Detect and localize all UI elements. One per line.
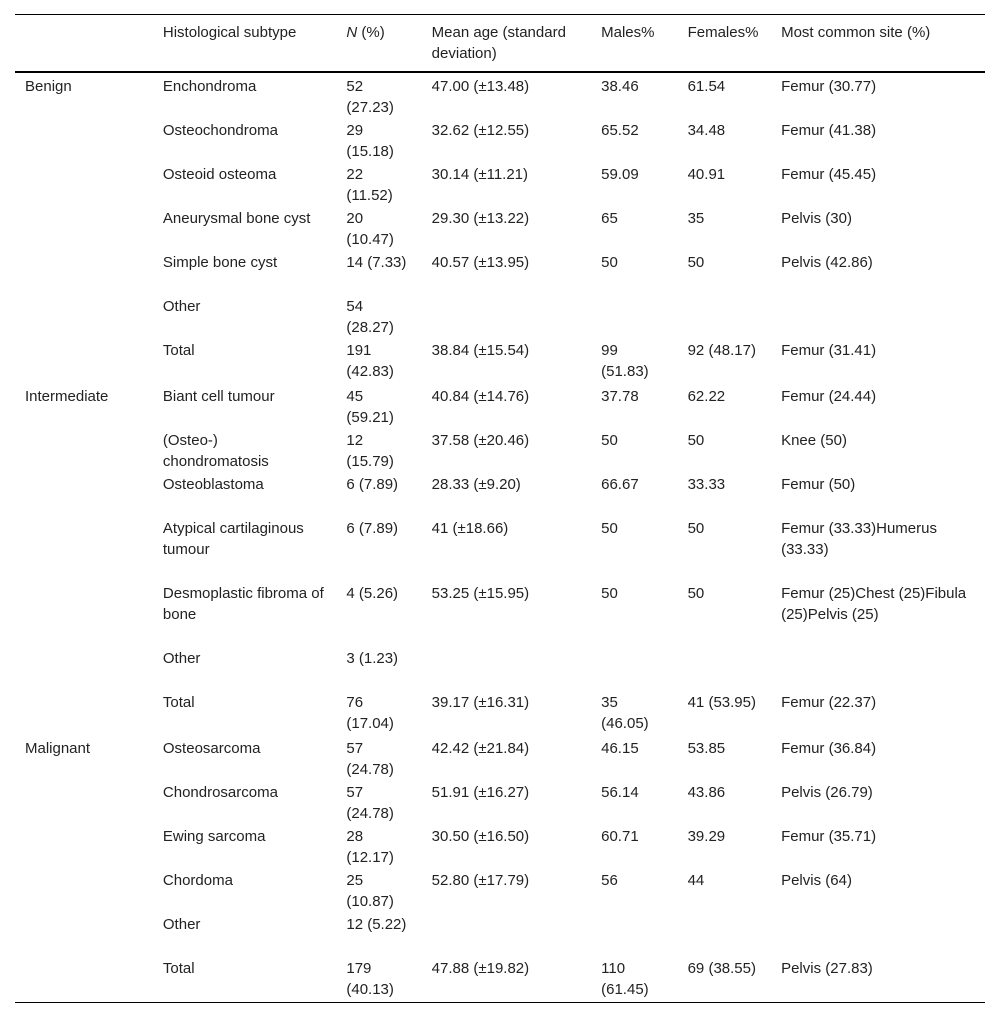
- cell-site: Femur (22.37): [781, 694, 877, 711]
- cell-mean-age: 47.88 (±19.82): [422, 956, 591, 1003]
- cell-n: 54 (28.27): [346, 298, 394, 336]
- table-row: [15, 646, 985, 690]
- cell-n: 12 (15.79): [346, 432, 394, 470]
- cell-mean-age: 42.42 (±21.84): [431, 740, 530, 757]
- cell-females: 61.54: [687, 78, 726, 95]
- cell-subtype: Chordoma: [162, 872, 233, 889]
- cell-site: Femur (50): [781, 476, 856, 493]
- cell-site: Knee (50): [781, 432, 847, 449]
- cell-group: [15, 780, 153, 824]
- cell-group: [15, 162, 153, 206]
- header-group: [15, 15, 153, 73]
- cell-group: Benign: [25, 78, 72, 95]
- cell-mean-age: 40.57 (±13.95): [431, 254, 530, 271]
- cell-site: Femur (33.33)Humerus (33.33): [781, 520, 937, 558]
- cell-females: 53.85: [687, 740, 726, 757]
- cell-subtype: Desmoplastic fibroma of bone: [162, 585, 324, 623]
- cell-mean-age: 38.84 (±15.54): [431, 342, 530, 359]
- cell-subtype: Osteoblastoma: [162, 476, 264, 493]
- header-n: [336, 15, 421, 73]
- cell-n: 57 (24.78): [346, 784, 394, 822]
- cell-group: [15, 294, 153, 338]
- cell-subtype: Enchondroma: [162, 78, 257, 95]
- cell-mean-age: 52.80 (±17.79): [431, 872, 530, 889]
- cell-males: 50: [601, 520, 618, 537]
- cell-females: 50: [687, 432, 705, 449]
- cell-n: 179 (40.13): [336, 956, 421, 1003]
- table-row: [15, 428, 985, 472]
- cell-males: 50: [601, 432, 618, 449]
- cell-females: 43.86: [687, 784, 726, 801]
- cell-group: [15, 338, 153, 384]
- cell-site: [771, 294, 985, 338]
- cell-site: Femur (36.84): [781, 740, 877, 757]
- cell-site: Pelvis (27.83): [771, 956, 985, 1003]
- cell-mean-age: 40.84 (±14.76): [431, 388, 530, 405]
- table-header: [15, 15, 985, 73]
- cell-site: Femur (41.38): [781, 122, 877, 139]
- cell-n: 25 (10.87): [346, 872, 394, 910]
- cell-mean-age: 47.00 (±13.48): [431, 78, 530, 95]
- cell-males: [591, 646, 677, 690]
- cell-group: [15, 646, 153, 690]
- cell-males: 99 (51.83): [601, 342, 649, 380]
- table-row: [15, 250, 985, 294]
- cell-group: Intermediate: [25, 388, 109, 405]
- cell-subtype: Atypical cartilaginous tumour: [162, 520, 304, 558]
- cell-mean-age: [422, 646, 591, 690]
- cell-males: 56: [601, 872, 618, 889]
- table-row-total: [15, 956, 985, 1003]
- cell-n: 6 (7.89): [346, 476, 399, 493]
- cell-n: 3 (1.23): [346, 650, 399, 667]
- table-row: [15, 824, 985, 868]
- cell-females: 50: [687, 520, 705, 537]
- cell-site: Femur (25)Chest (25)Fibula (25)Pelvis (25): [781, 585, 967, 623]
- cell-n: 6 (7.89): [346, 520, 399, 537]
- cell-group: Malignant: [25, 740, 91, 757]
- table-row: [15, 206, 985, 250]
- cell-mean-age: 51.91 (±16.27): [431, 784, 530, 801]
- cell-mean-age: 32.62 (±12.55): [431, 122, 530, 139]
- cell-n: 22 (11.52): [346, 166, 393, 204]
- table-row: [15, 384, 985, 428]
- cell-group: [15, 912, 153, 956]
- cell-males: 65: [601, 210, 618, 227]
- cell-females: 69 (38.55): [678, 956, 771, 1003]
- cell-females: 40.91: [687, 166, 726, 183]
- table-row: [15, 294, 985, 338]
- cell-n: 29 (15.18): [346, 122, 394, 160]
- cell-group: [15, 824, 153, 868]
- cell-n: 12 (5.22): [346, 916, 407, 933]
- cell-females: 33.33: [687, 476, 726, 493]
- cell-males: 50: [601, 585, 618, 602]
- cell-group: [15, 206, 153, 250]
- cell-site: Pelvis (42.86): [781, 254, 873, 271]
- header-mean-age: Mean age (standard deviation): [431, 24, 566, 62]
- data-table: [15, 14, 985, 1003]
- cell-n: 45 (59.21): [346, 388, 394, 426]
- cell-site: Pelvis (26.79): [781, 784, 873, 801]
- cell-subtype: Other: [162, 650, 201, 667]
- header-subtype: Histological subtype: [162, 24, 297, 41]
- cell-males: 35 (46.05): [601, 694, 649, 732]
- cell-group: [15, 516, 153, 581]
- cell-subtype: Total: [162, 342, 195, 359]
- cell-mean-age: 39.17 (±16.31): [431, 694, 530, 711]
- header-males: Males%: [601, 24, 655, 41]
- cell-subtype: Aneurysmal bone cyst: [162, 210, 311, 227]
- table-row: [15, 118, 985, 162]
- cell-site: [771, 646, 985, 690]
- cell-females: [678, 646, 771, 690]
- cell-females: 41 (53.95): [687, 694, 756, 711]
- cell-females: [678, 912, 771, 956]
- cell-subtype: Other: [162, 298, 201, 315]
- table-row: [15, 780, 985, 824]
- cell-n: 52 (27.23): [346, 78, 394, 116]
- cell-n: 20 (10.47): [346, 210, 394, 248]
- cell-females: 34.48: [687, 122, 726, 139]
- header-row: [15, 15, 985, 73]
- cell-site: Femur (35.71): [781, 828, 877, 845]
- cell-n: 14 (7.33): [346, 254, 407, 271]
- cell-males: 60.71: [601, 828, 639, 845]
- cell-site: Femur (31.41): [781, 342, 877, 359]
- cell-males: 38.46: [601, 78, 639, 95]
- cell-females: 39.29: [687, 828, 726, 845]
- cell-females: 35: [687, 210, 705, 227]
- cell-males: 50: [601, 254, 618, 271]
- cell-males: [591, 912, 677, 956]
- table-row: [15, 581, 985, 646]
- cell-males: 110 (61.45): [591, 956, 677, 1003]
- cell-females: 92 (48.17): [687, 342, 756, 359]
- table-row: [15, 868, 985, 912]
- cell-mean-age: 30.14 (±11.21): [431, 166, 529, 183]
- table-row: [15, 472, 985, 516]
- cell-subtype: Total: [162, 694, 195, 711]
- table-row: [15, 162, 985, 206]
- cell-females: [678, 294, 771, 338]
- cell-females: 62.22: [687, 388, 726, 405]
- table-row: [15, 736, 985, 780]
- cell-males: 37.78: [601, 388, 639, 405]
- cell-subtype: Ewing sarcoma: [162, 828, 266, 845]
- cell-mean-age: [422, 294, 591, 338]
- header-n-italic: N: [346, 24, 358, 41]
- cell-site: Pelvis (64): [781, 872, 852, 889]
- cell-females: 50: [687, 585, 705, 602]
- cell-males: 59.09: [601, 166, 639, 183]
- cell-group: [15, 868, 153, 912]
- table-row: [15, 912, 985, 956]
- cell-group: [15, 118, 153, 162]
- table-row: [15, 72, 985, 118]
- cell-site: Femur (45.45): [781, 166, 877, 183]
- header-females: Females%: [687, 24, 759, 41]
- cell-n: 28 (12.17): [346, 828, 394, 866]
- table-row-total: [15, 690, 985, 736]
- cell-site: Pelvis (30): [781, 210, 852, 227]
- cell-mean-age: 53.25 (±15.95): [431, 585, 530, 602]
- cell-subtype: Simple bone cyst: [162, 254, 278, 271]
- cell-n: 191 (42.83): [346, 342, 394, 380]
- cell-mean-age: 30.50 (±16.50): [431, 828, 530, 845]
- cell-site: Femur (30.77): [781, 78, 877, 95]
- cell-males: 56.14: [601, 784, 639, 801]
- cell-group: [15, 250, 153, 294]
- cell-males: 66.67: [601, 476, 639, 493]
- header-n-rest: (%): [357, 24, 385, 41]
- cell-subtype: Osteochondroma: [162, 122, 278, 139]
- cell-males: 65.52: [601, 122, 639, 139]
- cell-mean-age: 37.58 (±20.46): [431, 432, 530, 449]
- cell-site: [771, 912, 985, 956]
- cell-males: [591, 294, 677, 338]
- cell-group: [15, 956, 153, 1003]
- cell-mean-age: 41 (±18.66): [431, 520, 509, 537]
- cell-subtype: Osteoid osteoma: [162, 166, 277, 183]
- cell-group: [15, 690, 153, 736]
- table-row: [15, 516, 985, 581]
- cell-subtype: (Osteo-) chondromatosis: [162, 432, 269, 470]
- cell-site: Femur (24.44): [781, 388, 877, 405]
- cell-males: 46.15: [601, 740, 639, 757]
- cell-females: 44: [687, 872, 705, 889]
- cell-mean-age: 28.33 (±9.20): [431, 476, 521, 493]
- cell-n: 76 (17.04): [346, 694, 394, 732]
- header-site: Most common site (%): [781, 24, 931, 41]
- table-body: [15, 72, 985, 1003]
- cell-subtype: Other: [162, 916, 201, 933]
- cell-n: 57 (24.78): [346, 740, 394, 778]
- cell-group: [15, 472, 153, 516]
- cell-subtype: Osteosarcoma: [162, 740, 261, 757]
- cell-group: [15, 581, 153, 646]
- table-row-total: [15, 338, 985, 384]
- cell-subtype: Total: [153, 956, 336, 1003]
- cell-mean-age: 29.30 (±13.22): [431, 210, 530, 227]
- cell-subtype: Chondrosarcoma: [162, 784, 278, 801]
- cell-group: [15, 428, 153, 472]
- cell-n: 4 (5.26): [346, 585, 399, 602]
- cell-females: 50: [687, 254, 705, 271]
- cell-subtype: Biant cell tumour: [162, 388, 275, 405]
- cell-mean-age: [422, 912, 591, 956]
